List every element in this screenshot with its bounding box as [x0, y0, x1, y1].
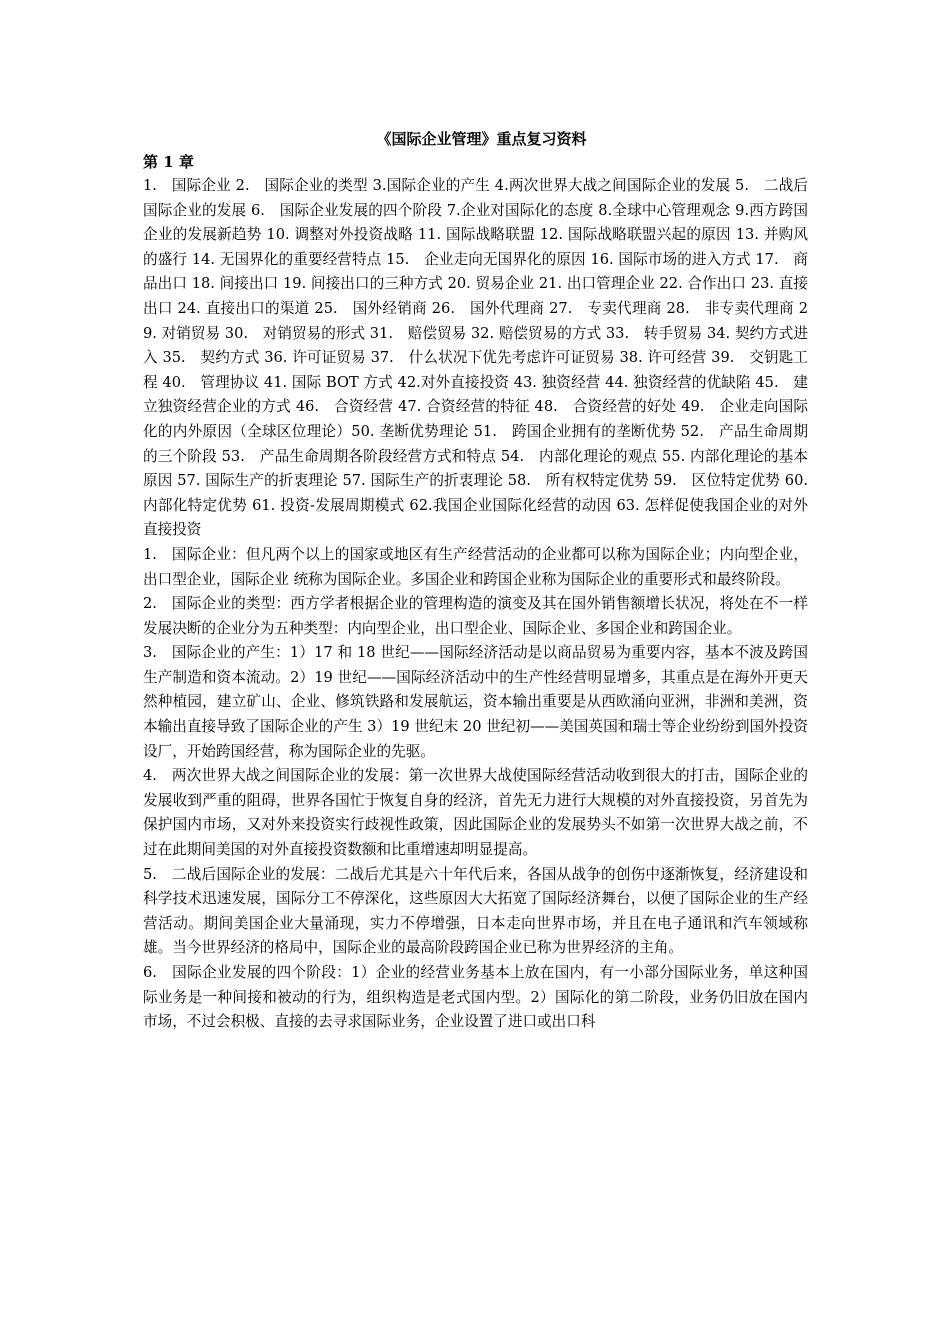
paragraph-2: 2. 国际企业的类型：西方学者根据企业的管理构造的演变及其在国外销售额增长状况，将处在不一样发展决断的企业分为五种类型：内向型企业，出口型企业、国际企业、多国企业和跨国企业。	[143, 595, 808, 637]
paragraph-6: 6. 国际企业发展的四个阶段：1）企业的经营业务基本上放在国内，有一小部分国际业务，单这种国际业务是一种间接和被动的行为，组织构造是老式国内型。2）国际化的第二阶段，业务仍旧放在国内市场，不过会积极、直接的去寻求国际业务，企业设置了进口或出口科	[143, 964, 808, 1031]
chapter-topic-list: 1. 国际企业 2. 国际企业的类型 3.国际企业的产生 4.两次世界大战之间国际企业的发展 5. 二战后国际企业的发展 6. 国际企业发展的四个阶段 7.企业对国际化的态度 8.全球中心管理观念 9.西方跨国企业的发展新趋势 10. 调整对外投资战略 11. 国际战略联盟 12. 国际战略联盟兴起的原因 13. 并购风的盛行 14. 无国界化的重要经营特点 15. 企业走向无国界化的原因 16. 国际市场的进入方式 17. 商品出口 18. 间接出口 19. 间接出口的三种方式 20. 贸易企业 21. 出口管理企业 22. 合作出口 23. 直接出口 24. 直接出口的渠道 25. 国外经销商 26. 国外代理商 27. 专卖代理商 28. 非专卖代理商 29. 对销贸易 30. 对销贸易的形式 31. 赔偿贸易 32. 赔偿贸易的方式 33. 转手贸易 34. 契约方式进入 35. 契约方式 36. 许可证贸易 37. 什么状况下优先考虑许可证贸易 38. 许可经营 39. 交钥匙工程 40. 管理协议 41. 国际 BOT 方式 42.对外直接投资 43. 独资经营 44. 独资经营的优缺陷 45. 建立独资经营企业的方式 46. 合资经营 47. 合资经营的特征 48. 合资经营的好处 49. 企业走向国际化的内外原因（全球区位理论）50. 垄断优势理论 51. 跨国企业拥有的垄断优势 52. 产品生命周期的三个阶段 53. 产品生命周期各阶段经营方式和特点 54. 内部化理论的观点 55. 内部化理论的基本原因 57. 国际生产的折衷理论 57. 国际生产的折衷理论 58. 所有权特定优势 59. 区位特定优势 60. 内部化特定优势 61. 投资-发展周期模式 62.我国企业国际化经营的动因 63. 怎样促使我国企业的对外直接投资	[143, 177, 808, 539]
document-title: 《国际企业管理》重点复习资料	[376, 130, 587, 148]
chapter-heading: 第 1 章	[143, 153, 194, 171]
paragraph-3: 3. 国际企业的产生：1）17 和 18 世纪——国际经济活动是以商品贸易为重要内容，基本不波及跨国生产制造和资本流动。2）19 世纪——国际经济活动中的生产性经营明显增多，其重点是在海外开更天然种植园，建立矿山、企业、修筑铁路和发展航运，资本输出重要是从西欧涌向亚洲，非洲和美洲，资本输出直接导致了国际企业的产生 3）19 世纪末 20 世纪初——美国英国和瑞士等企业纷纷到国外投资设厂，开始跨国经营，称为国际企业的先驱。	[143, 644, 808, 760]
paragraph-5: 5. 二战后国际企业的发展：二战后尤其是六十年代后来，各国从战争的创伤中逐渐恢复，经济建设和科学技术迅速发展，国际分工不停深化，这些原因大大拓宽了国际经济舞台，以便了国际企业的生产经营活动。期间美国企业大量涌现，实力不停增强，日本走向世界市场，并且在电子通讯和汽车领域称雄。当今世界经济的格局中，国际企业的最高阶段跨国企业已称为世界经济的主角。	[143, 865, 808, 957]
paragraph-4: 4. 两次世界大战之间国际企业的发展：第一次世界大战使国际经营活动收到很大的打击，国际企业的发展收到严重的阻碍，世界各国忙于恢复自身的经济，首先无力进行大规模的对外直接投资，另首先为保护国内市场，又对外来投资实行歧视性政策，因此国际企业的发展势头不如第一次世界大战之前，不过在此期间美国的对外直接投资数额和比重增速却明显提高。	[143, 767, 808, 859]
paragraph-1: 1. 国际企业：但凡两个以上的国家或地区有生产经营活动的企业都可以称为国际企业；内向型企业，出口型企业，国际企业 统称为国际企业。多国企业和跨国企业称为国际企业的重要形式和最终阶段。	[143, 545, 808, 588]
